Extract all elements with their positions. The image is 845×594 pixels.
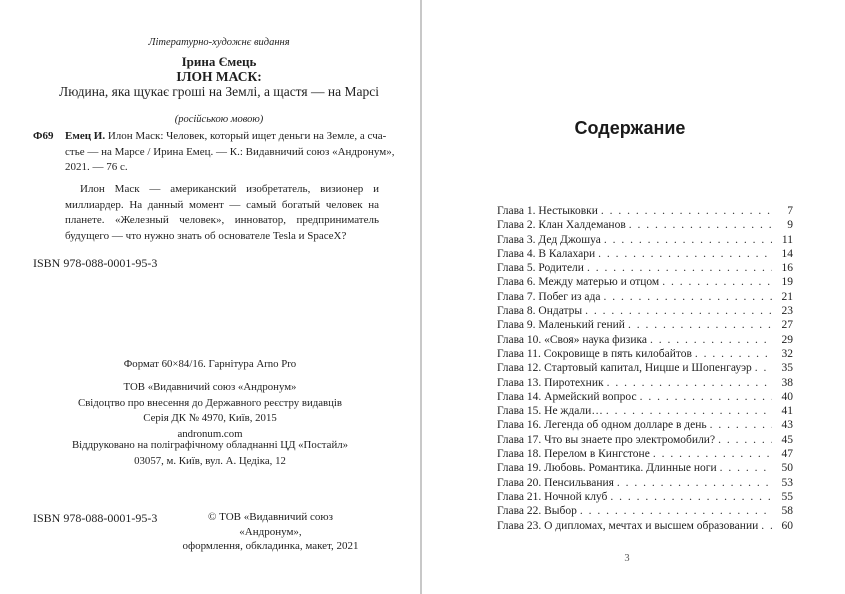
toc-dot-leader (662, 275, 772, 289)
toc-entry-page: 43 (781, 419, 793, 432)
toc-entry (497, 418, 793, 432)
toc-dot-leader (720, 461, 772, 475)
catalog-card-line (65, 129, 385, 145)
contents-page (423, 0, 845, 594)
publisher-line: Свідоцтво про внесення до Державного реєстру видавців (78, 396, 342, 409)
toc-entry (497, 504, 793, 518)
toc-entry-page: 47 (781, 448, 793, 461)
toc-entry (497, 233, 793, 247)
toc-entry-label: Глава 4. В Калахари (497, 247, 596, 260)
toc-entry-label: Глава 21. Ночной клуб (497, 490, 608, 503)
catalog-card-line: 2021. — 76 с. (65, 161, 128, 173)
toc-entry-label: Глава 8. Ондатры (497, 305, 583, 318)
toc-entry (497, 361, 793, 375)
catalog-card-code: Ф69 (33, 130, 54, 142)
toc-entry-label: Глава 10. «Своя» наука физика (497, 333, 647, 346)
annotation: Илон Маск — американский изобретатель, визионер и миллиардер. На данный момент — самый богатый человек на планете. «Железный человек», инноватор, предприниматель будущего — что нужно знать об основателе Tesla и SpaceX? (65, 183, 379, 242)
toc-entry-label: Глава 3. Дед Джошуа (497, 233, 601, 246)
catalog-card-text: Илон Маск: Человек, который ищет деньги на Земле, а сча- (105, 130, 387, 142)
toc-entry (497, 318, 793, 332)
catalog-card-author: Емец И. (65, 130, 106, 142)
toc-entry (497, 333, 793, 347)
toc-dot-leader (710, 418, 772, 432)
toc-entry-label: Глава 1. Нестыковки (497, 205, 598, 217)
toc-entry (497, 461, 793, 475)
toc-entry-label: Глава 2. Клан Халдеманов (497, 219, 626, 232)
toc-entry (497, 390, 793, 404)
printing-line: 03057, м. Київ, вул. А. Цедіка, 12 (134, 454, 286, 467)
toc-entry-page: 41 (781, 405, 793, 418)
catalog-card-line: стье — на Марсе / Ирина Емец. — К.: Видавничий союз «Андронум», (65, 145, 395, 158)
footer-isbn: ISBN 978-088-0001-95-3 (33, 511, 158, 525)
toc-entry (497, 275, 793, 289)
toc-entry-page: 9 (787, 219, 793, 232)
publisher-block (20, 380, 400, 442)
toc-entry-page: 23 (781, 305, 793, 318)
toc-entry-page: 16 (781, 262, 793, 275)
toc-dot-leader (629, 218, 772, 232)
toc-entry (497, 476, 793, 490)
toc-entry-page: 38 (781, 376, 793, 389)
toc-entry-page: 45 (781, 433, 793, 446)
toc-dot-leader (640, 390, 772, 404)
toc-entry-label: Глава 14. Армейский вопрос (497, 390, 637, 403)
toc-entry-label: Глава 5. Родители (497, 262, 584, 275)
toc-dot-leader (755, 361, 772, 375)
book-author: Ірина Ємець (181, 54, 257, 69)
toc-entry-page: 58 (781, 505, 793, 518)
toc-entry (497, 218, 793, 232)
book-title: ІЛОН МАСК: (176, 69, 262, 84)
toc-entry-page: 27 (781, 319, 793, 332)
toc-entry-page: 7 (787, 205, 793, 217)
toc-entry-label: Глава 23. О дипломах, мечтах и высшем образовании (497, 519, 759, 532)
isbn: ISBN 978-088-0001-95-3 (33, 256, 158, 270)
toc-entry-label: Глава 19. Любовь. Романтика. Длинные ноги (497, 462, 717, 475)
toc-dot-leader (580, 504, 772, 518)
toc-entry (497, 261, 793, 275)
toc-entry (497, 290, 793, 304)
toc-entry-page: 60 (781, 519, 793, 532)
toc-dot-leader (603, 290, 772, 304)
toc-dot-leader (653, 447, 772, 461)
toc-entry (497, 519, 793, 533)
toc-entry-label: Глава 11. Сокровище в пять килобайтов (497, 347, 692, 360)
toc-entry-label: Глава 22. Выбор (497, 505, 577, 518)
toc-entry-page: 19 (781, 276, 793, 289)
toc-dot-leader (610, 490, 772, 504)
title-block (30, 36, 408, 126)
toc-entry-page: 11 (781, 233, 793, 246)
toc-entry-label: Глава 9. Маленький гений (497, 319, 625, 332)
toc-entry-page: 35 (781, 362, 793, 375)
edition-note: Літературно-художнє видання (148, 37, 290, 48)
toc-entry-page: 21 (781, 290, 793, 303)
imprint-format: Формат 60×84/16. Гарнітура Arno Pro (123, 358, 297, 370)
toc-dot-leader (617, 476, 772, 490)
toc-dot-leader (761, 519, 772, 533)
printing-line: Віддруковано на поліграфічному обладнанні ЦД «Постайл» (71, 439, 349, 451)
toc-entry (497, 247, 793, 261)
toc-dot-leader (607, 376, 772, 390)
toc-entry-page: 40 (781, 390, 793, 403)
toc-entry (497, 347, 793, 361)
copyright-block (178, 510, 363, 554)
toc-entry (497, 433, 793, 447)
toc-entry-page: 29 (781, 333, 793, 346)
toc-entry-page: 53 (781, 476, 793, 489)
toc-dot-leader (585, 304, 772, 318)
copyright-line: оформлення, обкладинка, макет, 2021 (182, 540, 359, 552)
contents-title: Содержание (574, 118, 686, 138)
toc-entry-label: Глава 18. Перелом в Кингстоне (497, 448, 650, 461)
toc-entry (497, 376, 793, 390)
language-note: (російською мовою) (174, 114, 264, 125)
publisher-line: ТОВ «Видавничий союз «Андронум» (123, 381, 297, 393)
toc-entry-label: Глава 7. Побег из ада (497, 290, 601, 303)
publisher-line: andronum.com (177, 427, 243, 440)
toc-dot-leader (606, 404, 772, 418)
toc-entry (497, 447, 793, 461)
toc-entry-label: Глава 15. Не ждали… (497, 405, 603, 418)
copyright-line: © ТОВ «Видавничий союз «Андронум», (208, 511, 333, 538)
catalog-card (33, 129, 395, 176)
toc-dot-leader (695, 347, 772, 361)
toc-entry-label: Глава 12. Стартовый капитал, Ницше и Шопенгауэр (497, 362, 752, 375)
toc-entry-label: Глава 16. Легенда об одном долларе в день (497, 419, 707, 432)
toc-entry-label: Глава 20. Пенсильвания (497, 476, 614, 489)
printing-block (20, 438, 400, 469)
toc-dot-leader (601, 204, 772, 218)
page-number: 3 (624, 553, 630, 564)
toc-dot-leader (604, 233, 772, 247)
toc-dot-leader (628, 318, 772, 332)
imprint-page (0, 0, 420, 594)
publisher-line: Серія ДК № 4970, Київ, 2015 (143, 412, 277, 424)
toc-dot-leader (650, 333, 772, 347)
toc-entry (497, 404, 793, 418)
toc-dot-leader (598, 247, 772, 261)
toc-dot-leader (718, 433, 772, 447)
toc-entry-page: 55 (781, 490, 793, 503)
toc-entry-page: 32 (781, 347, 793, 360)
toc-entry-label: Глава 6. Между матерью и отцом (497, 276, 660, 289)
toc-entry (497, 204, 793, 218)
toc-entry-page: 50 (781, 462, 793, 475)
book-subtitle: Людина, яка щукає гроші на Землі, а щастя — на Марсі (59, 84, 379, 99)
toc-entry-label: Глава 13. Пиротехник (497, 376, 604, 389)
toc-list (497, 204, 793, 533)
toc-entry (497, 304, 793, 318)
page-gutter-divider (420, 0, 422, 594)
toc-entry-label: Глава 17. Что вы знаете про электромобили? (497, 433, 716, 446)
toc-entry (497, 490, 793, 504)
toc-dot-leader (587, 261, 772, 275)
toc-entry-page: 14 (781, 247, 793, 260)
